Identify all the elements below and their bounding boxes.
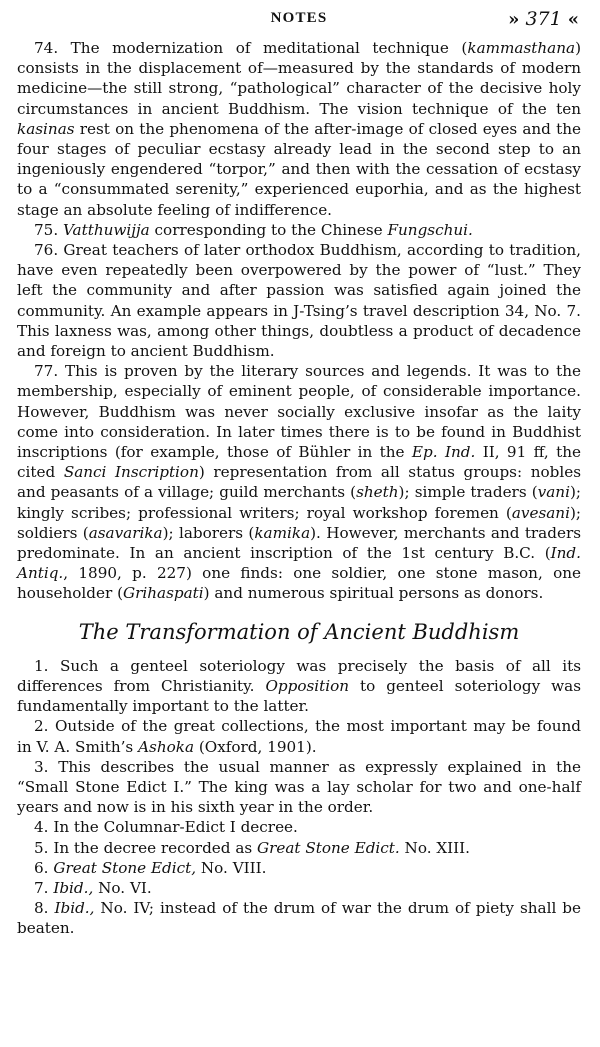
- italic-text: Fungschui.: [387, 220, 473, 239]
- note-text: ); simple traders (: [398, 483, 538, 502]
- italic-text: Vatthuwijja: [62, 220, 150, 239]
- note-text: 7.: [34, 878, 54, 897]
- note-text: ); laborers (: [162, 523, 255, 542]
- italic-text: Great Stone Edict.: [257, 838, 400, 857]
- italic-text: sheth: [356, 483, 399, 502]
- note-text: (Oxford, 1901).: [194, 737, 317, 756]
- page-number-area: [508, 8, 579, 30]
- note-text: ) and numerous spiritual persons as donors.: [203, 584, 544, 603]
- note-text: rest on the phenomena of the after-image of closed eyes and the four stages of peculiar ecstasy already lead in the second step to an ingeniously engendered “torpor,” and then with the cessation of ecstasy to a “consummated serenity,” experienced euporhia, and as the highest stage an absolute feeling of indifference.: [17, 119, 581, 219]
- note-text: 77. This is proven by the literary sources and legends. It was to the membership, especially of eminent people, of considerable importance. However, Buddhism was never socially exclusive insofar as the laity come into consideration. In later times there is to be found in Buddhist inscriptions (for example, those of Bühler in the: [17, 362, 581, 462]
- note-paragraph: [17, 838, 581, 858]
- note-text: 3. This describes the usual manner as expressly explained in the “Small Stone Edict I.” The king was a lay scholar for two and one-half years and now is in his sixth year in the order.: [17, 757, 581, 817]
- italic-text: Ibid.,: [54, 899, 95, 918]
- italic-text: Great Stone Edict,: [53, 858, 197, 877]
- note-paragraph: [17, 656, 581, 717]
- italic-text: avesani: [511, 503, 570, 522]
- note-text: 75.: [34, 220, 63, 239]
- italic-text: Ibid.,: [53, 878, 94, 897]
- running-head: NOTES: [270, 10, 328, 26]
- italic-text: kasinas: [17, 119, 75, 138]
- page-number: 371: [525, 8, 562, 30]
- note-paragraph: [17, 361, 581, 603]
- italic-text: Opposition: [265, 676, 350, 695]
- italic-text: Ind. Antiq.: [17, 544, 581, 583]
- italic-text: kammasthana: [467, 39, 576, 57]
- note-text: 76. Great teachers of later orthodox Buddhism, according to tradition, have even repeatedly been overpowered by the power of “lust.” They left the community and after passion was satisfied again joined the community. An example appears in J-Tsing’s travel description 34, No. 7. This laxness was, among other things, doubtless a product of decadence and foreign to ancient Buddhism.: [17, 241, 581, 361]
- italic-text: Ep. Ind.: [411, 443, 476, 462]
- right-guillemet: «: [567, 9, 579, 30]
- left-guillemet: »: [508, 9, 520, 30]
- note-text: 8.: [34, 899, 55, 918]
- note-text: corresponding to the Chinese: [149, 220, 388, 239]
- note-paragraph: [17, 858, 581, 878]
- italic-text: asavarika: [88, 523, 163, 542]
- note-text: II, 91 ff, the cited: [17, 443, 581, 482]
- note-text: ); kingly scribes; professional writers; royal workshop foremen (: [17, 483, 581, 522]
- note-text: No. IV; instead of the drum of war the drum of piety shall be beaten.: [17, 899, 581, 938]
- note-text: No. VI.: [93, 878, 152, 897]
- note-paragraph: [17, 757, 581, 818]
- note-paragraph: [17, 817, 581, 837]
- section-heading: The Transformation of Ancient Buddhism: [78, 619, 520, 644]
- note-text: ). However, merchants and traders predominate. In an ancient inscription of the 1st century B.C. (: [17, 523, 582, 563]
- note-text: 74. The modernization of meditational technique (: [34, 39, 468, 57]
- note-text: 5. In the decree recorded as: [34, 838, 257, 857]
- note-text: to genteel soteriology was fundamentally important to the latter.: [17, 676, 581, 716]
- note-text: ) consists in the displacement of—measured by the standards of modern medicine—the still strong, “pathological” character of the decisive holy circumstances in ancient Buddhism. The vision technique of the ten: [17, 39, 581, 118]
- italic-text: vani: [537, 483, 570, 502]
- notes-list-part1: [17, 38, 581, 604]
- note-paragraph: [17, 878, 581, 898]
- note-text: ); soldiers (: [17, 503, 581, 542]
- italic-text: Sanci Inscription: [63, 463, 199, 482]
- italic-text: kamika: [254, 523, 311, 542]
- note-paragraph: [17, 38, 581, 220]
- note-text: ) representation from all status groups: nobles and peasants of a village; guild merchants (: [17, 463, 581, 502]
- note-text: 6.: [34, 858, 54, 877]
- page-header: [17, 10, 581, 38]
- note-text: 2. Outside of the great collections, the most important may be found in V. A. Smith’s: [17, 717, 581, 756]
- note-text: , 1890, p. 227) one finds: one soldier, one stone mason, one householder (: [17, 564, 581, 603]
- note-paragraph: [17, 220, 581, 240]
- note-text: 1. Such a genteel soteriology was precisely the basis of all its differences from Christianity.: [17, 656, 581, 695]
- notes-list-part2: [17, 656, 581, 939]
- note-paragraph: [17, 240, 581, 361]
- italic-text: Grihaspati: [123, 584, 204, 603]
- note-text: No. VIII.: [196, 858, 267, 877]
- note-text: 4. In the Columnar-Edict I decree.: [34, 818, 298, 837]
- note-text: No. XIII.: [399, 838, 471, 857]
- note-paragraph: [17, 898, 581, 938]
- note-paragraph: [17, 716, 581, 756]
- italic-text: Ashoka: [138, 737, 195, 756]
